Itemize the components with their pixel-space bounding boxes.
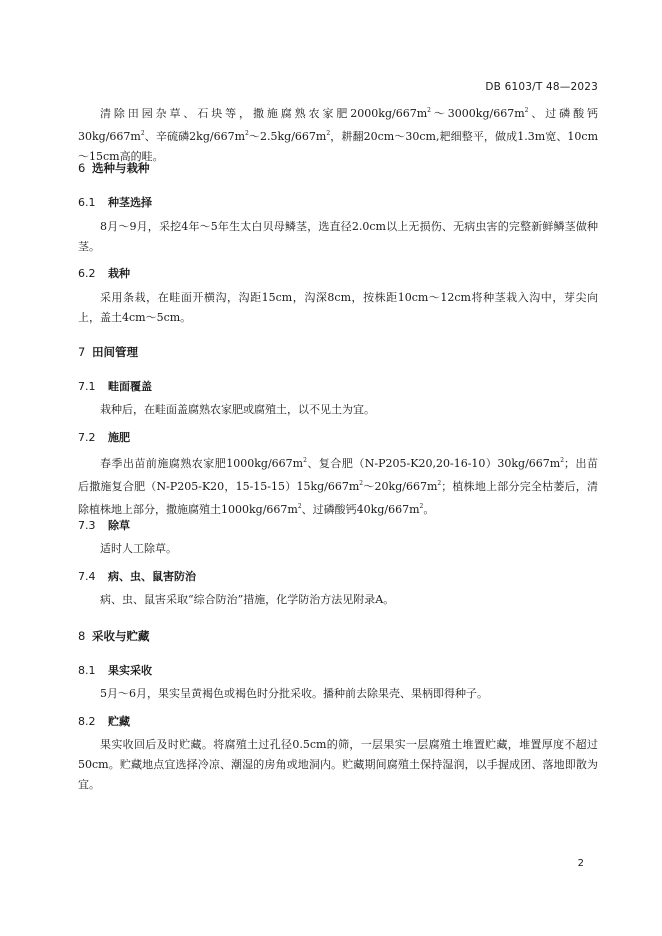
section-8-1-heading: 8.1 果实采收 <box>78 664 152 677</box>
section-8-2-body <box>78 735 598 795</box>
section-8-1-body <box>78 684 598 704</box>
section-6-1-text: 8月～9月，采挖4年～5年生太白贝母鳞茎，选直径2.0cm以上无损伤、无病虫害的完整新鲜鳞茎做种茎。 <box>78 220 598 253</box>
section-6-2-heading: 6.2 栽种 <box>78 267 130 280</box>
intro-paragraph <box>78 101 598 167</box>
section-8-1-text: 5月～6月，果实呈黄褐色或褐色时分批采收。播种前去除果壳、果柄即得种子。 <box>100 687 488 700</box>
section-7-heading: 7 田间管理 <box>78 345 138 359</box>
section-7-3-heading: 7.3 除草 <box>78 519 130 532</box>
section-7-1-body <box>78 400 598 420</box>
soil-preparation-text: 清除田园杂草、石块等，撒施腐熟农家肥$2000kg/667m^2\sim 3000kg/667m^2$、过磷酸钙$30kg/667m^2$、辛硫磷$2kg/667m^2\sim 2.5kg/667m^2$，耕翻20cm～30cm,耙细整平，做成1.3m宽、10cm～15cm高的畦。 <box>78 107 598 163</box>
section-7-4-heading: 7.4 病、虫、鼠害防治 <box>78 570 196 583</box>
section-7-4-text: 病、虫、鼠害采取“综合防治”措施，化学防治方法见附录A。 <box>100 593 395 606</box>
section-7-2-text: 春季出苗前施腐熟农家肥$1000kg/667m^2$、复合肥$(N-P205-K20,20-16-10)30kg/667m^2$；出苗后撒施复合肥（N-P205-K20，$15-15-15)15kg/667m^2\sim 20kg/667m^2$；植株地上部分完全枯萎后，清除植株地上部分，撒施腐殖土$1000kg/667m^2$、过磷酸钙$40kg/667m^2$。 <box>78 457 598 516</box>
section-8-2-heading: 8.2 贮藏 <box>78 715 130 728</box>
section-8-heading: 8 采收与贮藏 <box>78 629 150 643</box>
section-7-1-heading: 7.1 畦面覆盖 <box>78 380 152 393</box>
section-7-2-body <box>78 451 598 520</box>
page-number: 2 <box>577 858 584 869</box>
section-6-1-heading: 6.1 种茎选择 <box>78 196 152 209</box>
section-6-heading: 6 选种与栽种 <box>78 161 150 175</box>
section-6-2-body <box>78 288 598 328</box>
section-8-2-text: 果实收回后及时贮藏。将腐殖土过孔径0.5cm的筛，一层果实一层腐殖土堆置贮藏，堆置厚度不超过50cm。贮藏地点宜选择冷凉、潮湿的房角或地洞内。贮藏期间腐殖土保持湿润，以手握成团、落地即散为宜。 <box>78 738 598 791</box>
section-6-2-text: 采用条栽，在畦面开横沟，沟距15cm，沟深8cm，按株距10cm～12cm将种茎栽入沟中，芽尖向上，盖土4cm～5cm。 <box>78 291 598 324</box>
section-7-4-body <box>78 590 598 610</box>
document-standard-id: DB 6103/T 48—2023 <box>485 81 598 93</box>
section-7-1-text: 栽种后，在畦面盖腐熟农家肥或腐殖土，以不见土为宜。 <box>100 403 375 416</box>
section-7-3-body <box>78 539 598 559</box>
section-7-2-heading: 7.2 施肥 <box>78 431 130 444</box>
section-6-1-body <box>78 217 598 257</box>
section-7-3-text: 适时人工除草。 <box>100 542 177 555</box>
